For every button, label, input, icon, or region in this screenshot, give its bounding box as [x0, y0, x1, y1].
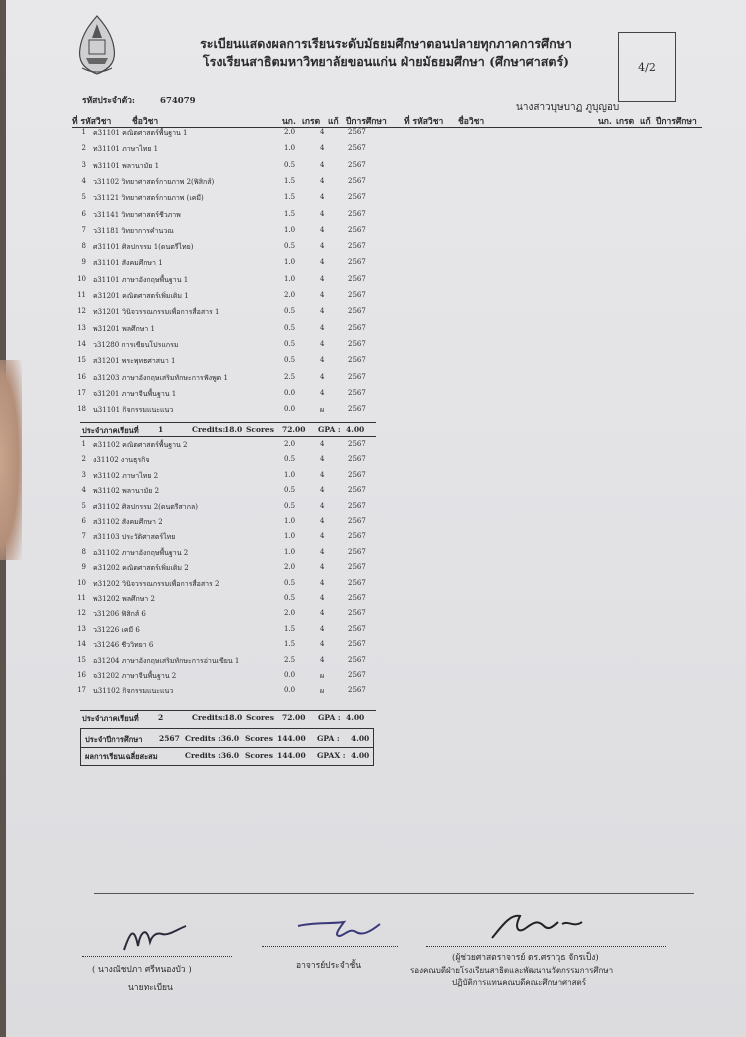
- row-credit: 1.0: [284, 225, 296, 234]
- row-no: 15: [77, 655, 86, 664]
- table-row: [72, 486, 402, 500]
- row-credit: 1.5: [284, 209, 296, 218]
- row-year: 2567: [348, 307, 366, 316]
- row-grade: 4: [320, 225, 325, 234]
- row-credit: 1.5: [284, 193, 296, 202]
- summary-2-term: 2: [158, 713, 164, 722]
- table-row: [72, 502, 402, 516]
- row-year: 2567: [348, 225, 366, 234]
- row-year: 2567: [348, 128, 366, 136]
- row-no: 12: [77, 307, 86, 316]
- row-grade: 4: [320, 339, 325, 348]
- row-credit: 1.0: [284, 517, 296, 525]
- table-row: [72, 656, 402, 670]
- col-fix-2: แก้: [640, 117, 651, 127]
- row-subject: จ31201 ภาษาจีนพื้นฐาน 1: [93, 389, 177, 398]
- row-credit: 0.0: [284, 686, 296, 695]
- row-year: 2567: [348, 193, 366, 202]
- row-subject: พ31102 พลานามัย 2: [93, 487, 160, 496]
- cumulative-credits: Credits :36.0: [185, 751, 240, 760]
- row-no: 14: [77, 339, 86, 348]
- row-grade: 4: [320, 440, 325, 448]
- row-no: 18: [77, 405, 86, 414]
- row-credit: 0.5: [284, 323, 296, 332]
- row-grade: 4: [320, 640, 325, 649]
- summary-1-scores: 72.00: [282, 425, 306, 434]
- cumulative-gpax: 4.00: [351, 751, 370, 760]
- university-seal-icon: [72, 14, 122, 78]
- row-grade: 4: [320, 307, 325, 316]
- row-credit: 0.0: [284, 671, 296, 679]
- row-year: 2567: [348, 686, 366, 695]
- row-credit: 0.0: [284, 388, 296, 397]
- student-id-label: รหัสประจำตัว:: [82, 96, 136, 106]
- row-no: 8: [81, 547, 86, 556]
- row-subject: ท31102 ภาษาไทย 2: [93, 471, 159, 480]
- row-year: 2567: [348, 242, 366, 251]
- row-credit: 2.5: [284, 655, 296, 664]
- row-credit: 2.0: [284, 291, 296, 299]
- table-row: [72, 307, 402, 321]
- row-subject: ค31202 คณิตศาสตร์เพิ่มเติม 2: [93, 564, 189, 573]
- row-subject: ว31206 ฟิสิกส์ 6: [93, 610, 146, 619]
- row-subject: น31101 กิจกรรมแนะแนว: [93, 406, 174, 415]
- col-year-2: ปีการศึกษา: [656, 117, 697, 127]
- row-grade: ผ: [320, 672, 325, 680]
- registrar-title: นายทะเบียน: [128, 983, 173, 993]
- row-grade: 4: [320, 128, 325, 136]
- table-row: [72, 594, 402, 608]
- advisor-title: อาจารย์ประจำชั้น: [296, 961, 362, 971]
- row-year: 2567: [348, 176, 366, 185]
- row-year: 2567: [348, 356, 366, 365]
- row-grade: 4: [320, 242, 325, 251]
- page-number: 4/2: [638, 60, 656, 74]
- row-credit: 1.0: [284, 547, 296, 556]
- registrar-name: ( นางณัชปภา ศรีหนองบัว ): [92, 965, 192, 975]
- row-credit: 2.0: [284, 128, 296, 136]
- table-row: [72, 258, 402, 272]
- row-grade: 4: [320, 578, 325, 587]
- row-no: 2: [81, 144, 86, 153]
- row-credit: 0.5: [284, 339, 296, 348]
- summary-2-gpa: 4.00: [346, 713, 365, 722]
- row-grade: 4: [320, 609, 325, 618]
- row-subject: ส31102 สังคมศึกษา 2: [93, 518, 163, 526]
- row-year: 2567: [348, 594, 366, 602]
- totals-divider: [81, 747, 373, 748]
- col-grade: เกรด: [302, 117, 321, 127]
- summary-1-term: 1: [158, 425, 164, 434]
- row-grade: 4: [320, 563, 325, 572]
- summary-2-scores-label: Scores: [246, 713, 274, 722]
- row-grade: 4: [320, 532, 325, 541]
- table-row: [72, 242, 402, 256]
- table-row: [72, 210, 402, 224]
- row-year: 2567: [348, 609, 366, 618]
- col-grade-2: เกรด: [616, 117, 635, 127]
- table-row: [72, 671, 402, 685]
- row-grade: 4: [320, 209, 325, 218]
- row-year: 2567: [348, 624, 366, 633]
- summary-1-scores-label: Scores: [246, 425, 274, 434]
- row-subject: ท31202 วินิจวรรณกรรมเพื่อการสื่อสาร 2: [93, 579, 220, 588]
- table-row: [72, 455, 402, 469]
- year-total-gpa-label: GPA :: [317, 734, 340, 743]
- row-year: 2567: [348, 501, 366, 510]
- row-subject: ค31102 คณิตศาสตร์พื้นฐาน 2: [93, 441, 188, 449]
- row-subject: ค31101 คณิตศาสตร์พื้นฐาน 1: [93, 129, 188, 137]
- row-grade: ผ: [320, 406, 325, 415]
- year-total-scores: 144.00: [277, 734, 306, 743]
- row-grade: 4: [320, 388, 325, 397]
- row-credit: 0.0: [284, 405, 296, 414]
- row-subject: ว31280 การเขียนโปรแกรม: [93, 340, 179, 349]
- row-no: 7: [81, 532, 86, 541]
- row-year: 2567: [348, 339, 366, 348]
- table-row: [72, 128, 402, 142]
- summary-1-top-line: [80, 422, 376, 423]
- row-grade: 4: [320, 517, 325, 525]
- row-no: 8: [81, 242, 86, 251]
- row-year: 2567: [348, 532, 366, 541]
- table-row: [72, 686, 402, 700]
- row-subject: จ31202 ภาษาจีนพื้นฐาน 2: [93, 672, 177, 680]
- table-row: [72, 625, 402, 639]
- row-no: 15: [77, 356, 86, 365]
- row-credit: 1.0: [284, 470, 296, 479]
- row-year: 2567: [348, 405, 366, 414]
- row-subject: น31102 กิจกรรมแนะแนว: [93, 687, 174, 696]
- table-row: [72, 226, 402, 240]
- row-year: 2567: [348, 144, 366, 153]
- row-no: 7: [81, 225, 86, 234]
- col-no-code: ที่ รหัสวิชา: [72, 117, 112, 127]
- row-subject: ส31101 สังคมศึกษา 1: [93, 259, 163, 268]
- table-row: [72, 548, 402, 562]
- advisor-sign-line: [262, 946, 398, 948]
- row-grade: 4: [320, 258, 325, 267]
- director-title-1: รองคณบดีฝ่ายโรงเรียนสาธิตและพัฒนานวัตกรรมการศึกษา: [410, 966, 614, 975]
- table-row: [72, 440, 402, 454]
- row-credit: 0.5: [284, 594, 296, 602]
- row-subject: ค31201 คณิตศาสตร์เพิ่มเติม 1: [93, 292, 189, 300]
- year-total-scores-label: Scores: [245, 734, 273, 743]
- summary-1-credits-label: Credits:: [192, 425, 226, 434]
- row-no: 10: [77, 274, 86, 283]
- row-subject: อ31101 ภาษาอังกฤษพื้นฐาน 1: [93, 275, 189, 284]
- year-total-label: ประจำปีการศึกษา: [85, 735, 143, 744]
- summary-1-gpa: 4.00: [346, 425, 365, 434]
- table-row: [72, 563, 402, 577]
- row-no: 6: [81, 517, 86, 525]
- table-row: [72, 144, 402, 158]
- row-year: 2567: [348, 517, 366, 525]
- row-subject: ศ31101 ศิลปกรรม 1(ดนตรีไทย): [93, 243, 194, 252]
- advisor-signature: [294, 914, 384, 948]
- row-no: 5: [81, 501, 86, 510]
- col-year: ปีการศึกษา: [346, 117, 387, 127]
- row-year: 2567: [348, 655, 366, 664]
- row-year: 2567: [348, 209, 366, 218]
- table-row: [72, 405, 402, 419]
- table-row: [72, 389, 402, 403]
- row-year: 2567: [348, 563, 366, 572]
- row-credit: 0.5: [284, 578, 296, 587]
- cumulative-scores: 144.00: [277, 751, 306, 760]
- row-grade: 4: [320, 486, 325, 495]
- row-credit: 2.0: [284, 440, 296, 448]
- row-subject: ว31121 วิทยาศาสตร์กายภาพ (เคมี): [93, 194, 204, 203]
- table-row: [72, 532, 402, 546]
- document-title: ระเบียนแสดงผลการเรียนระดับมัธยมศึกษาตอนปลายทุกภาคการศึกษา: [200, 36, 572, 51]
- row-year: 2567: [348, 671, 366, 679]
- row-no: 13: [77, 323, 86, 332]
- row-year: 2567: [348, 455, 366, 464]
- row-credit: 1.5: [284, 640, 296, 649]
- row-grade: 4: [320, 624, 325, 633]
- transcript-page: [6, 0, 746, 1037]
- col-subject-2: ชื่อวิชา: [458, 117, 485, 127]
- table-row: [72, 517, 402, 531]
- table-row: [72, 579, 402, 593]
- table-row: [72, 324, 402, 338]
- row-year: 2567: [348, 323, 366, 332]
- row-no: 17: [77, 388, 86, 397]
- col-fix: แก้: [328, 117, 339, 127]
- summary-1-bottom-line: [80, 436, 376, 437]
- row-credit: 1.0: [284, 532, 296, 541]
- row-no: 16: [77, 671, 86, 679]
- row-no: 17: [77, 686, 86, 695]
- row-year: 2567: [348, 388, 366, 397]
- row-grade: 4: [320, 547, 325, 556]
- summary-2-top-line: [80, 710, 376, 711]
- student-name: นางสาวบุษบาฏ ภูบุญอบ: [516, 102, 620, 113]
- row-no: 9: [81, 258, 86, 267]
- row-no: 13: [77, 624, 86, 633]
- table-row: [72, 609, 402, 623]
- director-name: (ผู้ช่วยศาสตราจารย์ ดร.ศราวุธ จักรเป็ง): [452, 953, 599, 963]
- table-row: [72, 340, 402, 354]
- row-credit: 1.0: [284, 144, 296, 153]
- row-year: 2567: [348, 291, 366, 299]
- row-no: 16: [77, 372, 86, 381]
- row-subject: ว31246 ชีววิทยา 6: [93, 641, 154, 650]
- row-subject: ง31102 งานธุรกิจ: [93, 456, 150, 465]
- row-grade: ผ: [320, 687, 325, 696]
- year-total-credits: Credits :36.0: [185, 734, 240, 743]
- school-name: โรงเรียนสาธิตมหาวิทยาลัยขอนแก่น ฝ่ายมัธยมศึกษา (ศึกษาศาสตร์): [202, 54, 570, 69]
- holding-thumb: [0, 360, 22, 560]
- summary-2-credits-label: Credits:: [192, 713, 226, 722]
- row-year: 2567: [348, 470, 366, 479]
- row-credit: 0.5: [284, 307, 296, 316]
- row-subject: ว31102 วิทยาศาสตร์กายภาพ 2(ฟิสิกส์): [93, 177, 215, 186]
- registrar-signature: [116, 912, 196, 956]
- row-no: 3: [81, 160, 86, 169]
- row-credit: 0.5: [284, 356, 296, 365]
- table-row: [72, 161, 402, 175]
- row-subject: ว31181 วิทยาการคำนวณ: [93, 226, 174, 235]
- row-subject: พ31201 พลศึกษา 1: [93, 324, 155, 333]
- row-year: 2567: [348, 578, 366, 587]
- table-row: [72, 291, 402, 305]
- table-row: [72, 177, 402, 191]
- table-row: [72, 640, 402, 654]
- row-year: 2567: [348, 640, 366, 649]
- row-no: 14: [77, 640, 86, 649]
- row-grade: 4: [320, 274, 325, 283]
- row-year: 2567: [348, 440, 366, 448]
- row-grade: 4: [320, 193, 325, 202]
- table-row: [72, 471, 402, 485]
- row-credit: 2.0: [284, 609, 296, 618]
- student-id-value: 674079: [160, 96, 196, 106]
- row-grade: 4: [320, 160, 325, 169]
- row-grade: 4: [320, 470, 325, 479]
- row-grade: 4: [320, 323, 325, 332]
- year-total-gpa: 4.00: [351, 734, 370, 743]
- director-sign-line: [426, 946, 666, 948]
- table-row: [72, 356, 402, 370]
- page-number-box: [618, 32, 676, 102]
- cumulative-label: ผลการเรียนเฉลี่ยสะสม: [85, 752, 158, 761]
- row-year: 2567: [348, 258, 366, 267]
- col-credit: นก.: [282, 117, 296, 127]
- row-subject: ส31201 พระพุทธศาสนา 1: [93, 357, 176, 366]
- row-no: 4: [81, 486, 86, 495]
- row-no: 5: [81, 193, 86, 202]
- row-no: 10: [77, 578, 86, 587]
- row-credit: 0.5: [284, 160, 296, 169]
- row-subject: ท31201 วินิจวรรณกรรมเพื่อการสื่อสาร 1: [93, 308, 220, 317]
- student-id: [82, 93, 196, 107]
- row-no: 3: [81, 470, 86, 479]
- row-credit: 1.0: [284, 258, 296, 267]
- row-subject: ส31103 ประวัติศาสตร์ไทย: [93, 533, 176, 542]
- row-grade: 4: [320, 501, 325, 510]
- row-subject: ท31101 ภาษาไทย 1: [93, 145, 159, 154]
- row-subject: พ31101 พลานามัย 1: [93, 161, 160, 170]
- row-subject: อ31102 ภาษาอังกฤษพื้นฐาน 2: [93, 548, 189, 557]
- row-no: 11: [77, 594, 86, 602]
- row-no: 12: [77, 609, 86, 618]
- row-subject: อ31204 ภาษาอังกฤษเสริมทักษะการอ่านเขียน 1: [93, 656, 240, 665]
- row-credit: 2.0: [284, 563, 296, 572]
- summary-2-gpa-label: GPA :: [318, 713, 341, 722]
- row-credit: 2.5: [284, 372, 296, 381]
- row-credit: 0.5: [284, 501, 296, 510]
- row-grade: 4: [320, 594, 325, 602]
- row-no: 2: [81, 455, 86, 464]
- col-credit-2: นก.: [598, 117, 612, 127]
- row-grade: 4: [320, 144, 325, 153]
- table-row: [72, 275, 402, 289]
- registrar-sign-line: [82, 956, 232, 958]
- row-grade: 4: [320, 372, 325, 381]
- row-no: 6: [81, 209, 86, 218]
- cumulative-gpax-label: GPAX :: [317, 751, 346, 760]
- footer-rule: [94, 893, 694, 894]
- row-year: 2567: [348, 274, 366, 283]
- col-no-code-2: ที่ รหัสวิชา: [404, 117, 444, 127]
- row-credit: 1.0: [284, 274, 296, 283]
- cumulative-scores-label: Scores: [245, 751, 273, 760]
- row-no: 9: [81, 563, 86, 572]
- row-grade: 4: [320, 655, 325, 664]
- totals-box: [80, 728, 374, 766]
- row-grade: 4: [320, 455, 325, 464]
- summary-2-credits: 18.0: [224, 713, 243, 722]
- table-row: [72, 193, 402, 207]
- summary-1-label: ประจำภาคเรียนที่: [82, 426, 139, 435]
- row-credit: 1.5: [284, 176, 296, 185]
- year-total-year: 2567: [159, 734, 180, 743]
- row-year: 2567: [348, 486, 366, 495]
- row-year: 2567: [348, 372, 366, 381]
- row-year: 2567: [348, 160, 366, 169]
- row-no: 1: [81, 128, 86, 136]
- table-row: [72, 373, 402, 387]
- row-grade: 4: [320, 291, 325, 299]
- row-credit: 0.5: [284, 486, 296, 495]
- row-credit: 0.5: [284, 455, 296, 464]
- summary-1-gpa-label: GPA :: [318, 425, 341, 434]
- row-subject: พ31202 พลศึกษา 2: [93, 595, 155, 603]
- row-subject: ว31141 วิทยาศาสตร์ชีวภาพ: [93, 210, 181, 219]
- row-subject: ว31226 เคมี 6: [93, 625, 140, 634]
- director-signature: [486, 906, 586, 946]
- summary-2-label: ประจำภาคเรียนที่: [82, 714, 139, 723]
- summary-1-credits: 18.0: [224, 425, 243, 434]
- col-subject: ชื่อวิชา: [132, 117, 159, 127]
- row-grade: 4: [320, 356, 325, 365]
- row-credit: 1.5: [284, 624, 296, 633]
- row-year: 2567: [348, 547, 366, 556]
- director-title-2: ปฏิบัติการแทนคณบดีคณะศึกษาศาสตร์: [452, 978, 587, 987]
- row-subject: ศ31102 ศิลปกรรม 2(ดนตรีสากล): [93, 502, 198, 511]
- row-credit: 0.5: [284, 242, 296, 251]
- row-no: 4: [81, 176, 86, 185]
- row-grade: 4: [320, 176, 325, 185]
- row-no: 1: [81, 440, 86, 448]
- row-subject: อ31203 ภาษาอังกฤษเสริมทักษะการฟังพูด 1: [93, 373, 228, 382]
- summary-2-scores: 72.00: [282, 713, 306, 722]
- row-no: 11: [77, 291, 86, 299]
